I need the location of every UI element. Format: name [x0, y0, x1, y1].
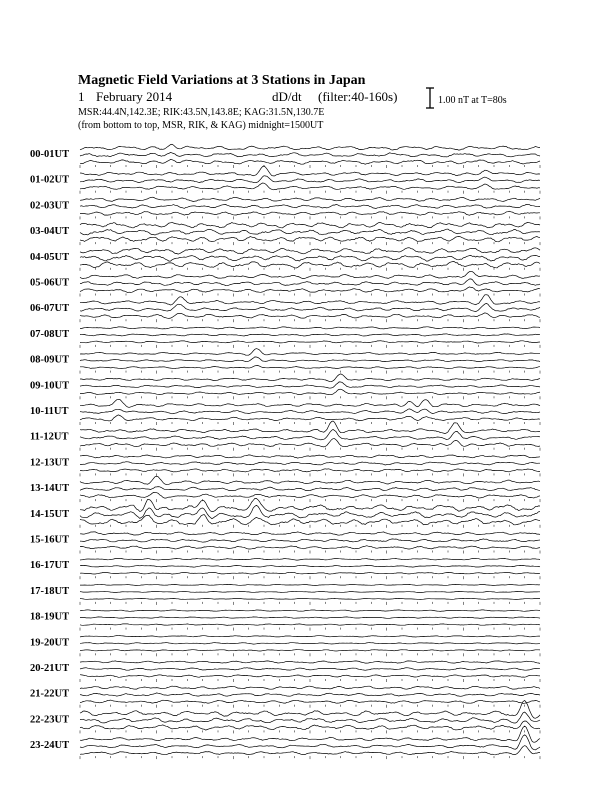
minute-ticks [80, 371, 540, 374]
filter-label: (filter:40-160s) [318, 89, 398, 104]
hour-label: 05-06UT [30, 277, 70, 289]
trace-kag [80, 686, 540, 689]
trace-kag [80, 327, 540, 329]
hour-label: 21-22UT [30, 688, 70, 700]
trace-msr [80, 366, 540, 369]
trace-msr [80, 721, 540, 730]
trace-kag [80, 144, 540, 150]
trace-rik [80, 176, 540, 183]
trace-rik [80, 152, 540, 157]
trace-msr [80, 650, 540, 651]
minute-ticks [80, 191, 540, 194]
hour-label: 04-05UT [30, 251, 70, 263]
hour-label: 07-08UT [30, 328, 70, 340]
minute-ticks [80, 602, 540, 605]
trace-msr [80, 439, 540, 447]
hour-label: 17-18UT [30, 585, 70, 597]
minute-ticks [80, 448, 540, 451]
trace-msr [80, 469, 540, 472]
trace-msr [80, 183, 540, 190]
trace-msr [80, 160, 540, 165]
minute-ticks [80, 165, 540, 168]
trace-rik [80, 539, 540, 542]
hour-label: 02-03UT [30, 200, 70, 212]
trace-rik [80, 668, 540, 671]
trace-rik [80, 487, 540, 491]
date-month-year: February 2014 [96, 89, 173, 104]
hour-label: 06-07UT [30, 303, 70, 315]
hour-label: 09-10UT [30, 380, 70, 392]
trace-kag [80, 271, 540, 278]
trace-kag [80, 726, 540, 742]
minute-ticks [80, 216, 540, 219]
trace-kag [80, 610, 540, 612]
trace-kag [80, 636, 540, 637]
trace-msr [80, 389, 540, 395]
minute-ticks [80, 576, 540, 579]
minute-ticks [80, 345, 540, 348]
trace-rik [80, 357, 540, 362]
minute-ticks [80, 705, 540, 708]
trace-rik [80, 735, 540, 750]
trace-kag [80, 374, 540, 382]
hour-label: 08-09UT [30, 354, 70, 366]
minute-ticks [80, 730, 540, 733]
minute-ticks [80, 525, 540, 528]
trace-kag [80, 248, 540, 254]
hour-label: 20-21UT [30, 663, 70, 674]
minute-ticks [80, 473, 540, 476]
minute-ticks [80, 628, 540, 631]
minute-ticks [80, 242, 540, 245]
trace-msr [80, 700, 540, 703]
trace-rik [80, 303, 540, 311]
hour-label: 10-11UT [30, 406, 69, 417]
trace-kag [80, 558, 540, 560]
trace-msr [80, 624, 540, 626]
trace-rik [80, 255, 540, 261]
date-day: 1 [78, 89, 85, 104]
trace-kag [80, 399, 540, 407]
hour-label: 15-16UT [30, 534, 70, 546]
trace-msr [80, 572, 540, 574]
minute-ticks [80, 653, 540, 656]
minute-ticks [80, 294, 540, 297]
trace-rik [80, 693, 540, 696]
hour-label: 03-04UT [30, 226, 70, 238]
trace-kag [80, 661, 540, 664]
minute-ticks [80, 551, 540, 554]
trace-kag [80, 455, 540, 458]
trace-rik [80, 204, 540, 208]
trace-msr [80, 675, 540, 678]
trace-msr [80, 341, 540, 343]
hour-label: 12-13UT [30, 457, 70, 469]
hour-label: 13-14UT [30, 483, 70, 495]
trace-kag [80, 584, 540, 585]
hour-label: 23-24UT [30, 740, 70, 752]
trace-kag [80, 197, 540, 201]
trace-msr [80, 262, 540, 269]
trace-kag [80, 349, 540, 356]
trace-msr [80, 515, 540, 525]
trace-kag [80, 476, 540, 484]
trace-rik [80, 462, 540, 465]
trace-msr [80, 313, 540, 319]
trace-msr [80, 546, 540, 549]
trace-msr [80, 415, 540, 421]
order-line: (from bottom to top, MSR, RIK, & KAG) midnight=1500UT [78, 120, 324, 131]
minute-ticks [80, 268, 540, 271]
trace-msr [80, 287, 540, 293]
minute-ticks [80, 422, 540, 425]
hour-label: 00-01UT [30, 149, 70, 160]
trace-rik [80, 643, 540, 645]
quantity-label: dD/dt [272, 89, 302, 104]
trace-rik [80, 334, 540, 336]
hour-label: 19-20UT [30, 637, 70, 649]
trace-msr [80, 746, 540, 755]
minute-ticks [80, 756, 540, 759]
stations-line: MSR:44.4N,142.3E; RIK:43.5N,143.8E; KAG:31.5N,130.7E [78, 107, 325, 118]
trace-msr [80, 492, 540, 498]
trace-kag [80, 532, 540, 535]
trace-msr [80, 211, 540, 215]
scale-label: 1.00 nT at T=80s [438, 95, 507, 106]
hour-label: 11-12UT [30, 431, 69, 443]
hour-label: 01-02UT [30, 174, 70, 186]
trace-rik [80, 409, 540, 414]
minute-ticks [80, 679, 540, 682]
trace-rik [80, 505, 540, 518]
hour-label: 18-19UT [30, 611, 70, 623]
hour-label: 22-23UT [30, 714, 70, 726]
trace-kag [80, 222, 540, 228]
trace-rows [30, 144, 540, 759]
trace-msr [80, 237, 540, 242]
minute-ticks [80, 396, 540, 399]
hour-label: 14-15UT [30, 508, 70, 520]
trace-rik [80, 279, 540, 286]
trace-rik [80, 617, 540, 619]
trace-rik [80, 229, 540, 235]
chart-title: Magnetic Field Variations at 3 Stations in Japan [78, 73, 366, 88]
trace-rik [80, 565, 540, 567]
trace-msr [80, 598, 540, 599]
hour-label: 16-17UT [30, 560, 70, 572]
trace-rik [80, 591, 540, 592]
minute-ticks [80, 319, 540, 322]
trace-rik [80, 382, 540, 388]
